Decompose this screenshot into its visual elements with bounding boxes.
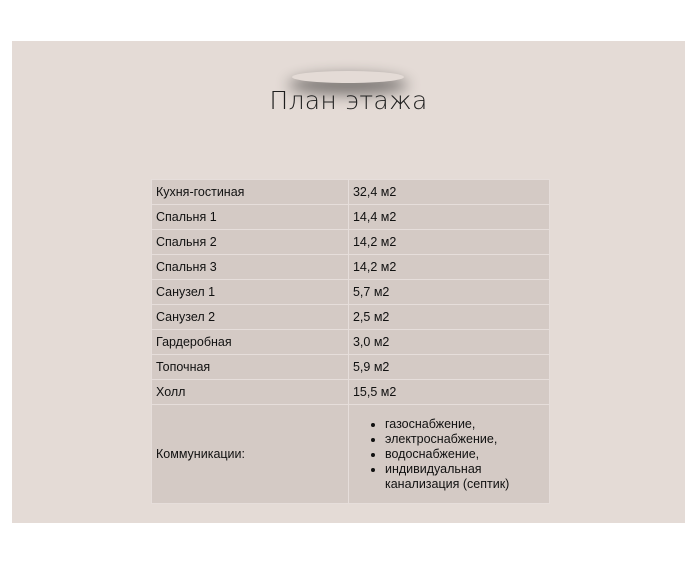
communications-label: Коммуникации: [152, 405, 349, 504]
room-name: Санузел 2 [152, 305, 349, 330]
room-name: Кухня-гостиная [152, 180, 349, 205]
room-area: 32,4 м2 [348, 180, 549, 205]
table-row [152, 205, 550, 230]
table-row [152, 230, 550, 255]
floor-plan-panel [12, 41, 685, 523]
room-name: Холл [152, 380, 349, 405]
table-row [152, 280, 550, 305]
room-area: 3,0 м2 [348, 330, 549, 355]
room-area: 2,5 м2 [348, 305, 549, 330]
communications-list [353, 417, 545, 492]
communications-cell [348, 405, 549, 504]
room-area: 5,9 м2 [348, 355, 549, 380]
table-row [152, 305, 550, 330]
room-area: 14,2 м2 [348, 255, 549, 280]
table-row [152, 330, 550, 355]
table-row [152, 180, 550, 205]
room-name: Гардеробная [152, 330, 349, 355]
table-row [152, 355, 550, 380]
list-item: • электроснабжение, [385, 432, 545, 447]
room-name: Спальня 2 [152, 230, 349, 255]
room-area: 14,2 м2 [348, 230, 549, 255]
decorative-shadow-tab [284, 59, 412, 83]
communications-row [152, 405, 550, 504]
section-title: План этажа [269, 86, 428, 115]
list-item: • газоснабжение, [385, 417, 545, 432]
table-row [152, 255, 550, 280]
room-name: Спальня 3 [152, 255, 349, 280]
room-name: Санузел 1 [152, 280, 349, 305]
room-name: Спальня 1 [152, 205, 349, 230]
table-row [152, 380, 550, 405]
list-item: • индивидуальная канализация (септик) [385, 462, 545, 492]
room-area: 14,4 м2 [348, 205, 549, 230]
room-name: Топочная [152, 355, 349, 380]
room-area: 5,7 м2 [348, 280, 549, 305]
room-area: 15,5 м2 [348, 380, 549, 405]
room-area-table [151, 179, 550, 504]
list-item: • водоснабжение, [385, 447, 545, 462]
